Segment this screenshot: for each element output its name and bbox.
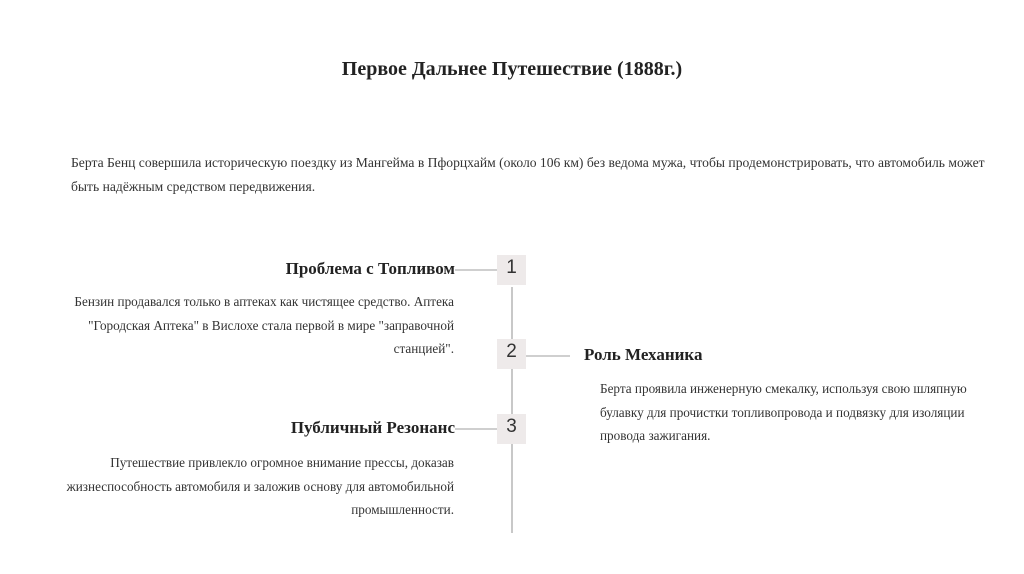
timeline-text-3: Путешествие привлекло огромное внимание прессы, доказав жизнеспособность автомобиля и заложив основу для автомобильной промышленности. xyxy=(66,455,454,517)
timeline-vertical-line xyxy=(511,287,513,533)
timeline-text-2: Берта проявила инженерную смекалку, используя свою шляпную булавку для прочистки топливопровода и подвязку для изоляции провода зажигания. xyxy=(600,381,967,443)
timeline-connector-3 xyxy=(455,428,497,430)
timeline-number-1: 1 xyxy=(497,255,526,285)
timeline-connector-1 xyxy=(455,269,497,271)
timeline-text-1: Бензин продавался только в аптеках как чистящее средство. Аптека "Городская Аптека" в Вислохе стала первой в мире "заправочной станцией". xyxy=(74,294,454,356)
intro-paragraph: Берта Бенц совершила историческую поездку из Мангейма в Пфорцхайм (около 106 км) без ведома мужа, чтобы продемонстрировать, что автомобиль может быть надёжным средством передвижения. xyxy=(71,155,985,194)
slide-title: Первое Дальнее Путешествие (1888г.) xyxy=(341,58,683,80)
timeline-heading-3: Публичный Резонанс xyxy=(290,418,455,437)
timeline-heading-1: Проблема с Топливом xyxy=(285,259,455,278)
timeline-number-3: 3 xyxy=(497,414,526,444)
timeline-number-2: 2 xyxy=(497,339,526,369)
timeline-connector-2 xyxy=(526,355,570,357)
timeline-heading-2: Роль Механика xyxy=(584,345,703,364)
